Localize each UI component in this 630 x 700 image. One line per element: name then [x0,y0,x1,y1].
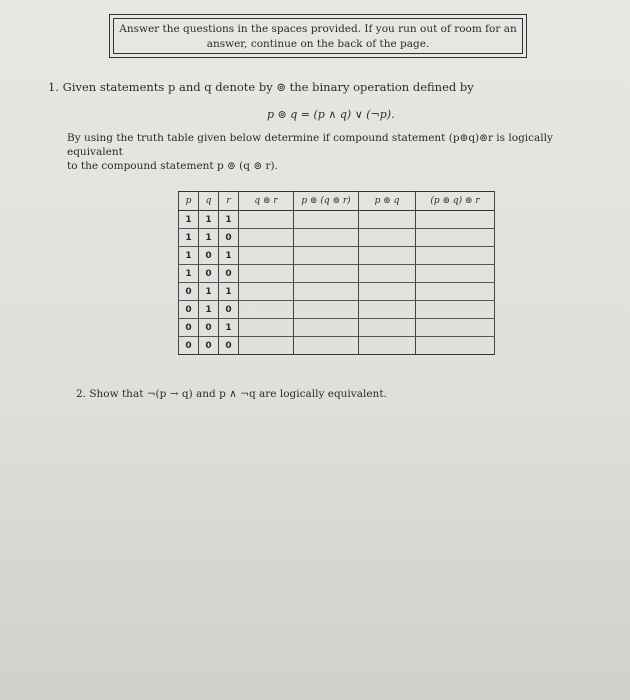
cell-r: 1 [219,211,239,229]
cell-r: 0 [219,337,239,355]
question-2: 2. Show that ¬(p → q) and p ∧ ¬q are logically equivalent. [76,388,387,400]
operation-definition-formula: p ⊚ q = (p ∧ q) ∨ (¬p). [267,108,395,121]
cell-p-op-q-op-r-grouped[interactable] [416,247,495,265]
header-r: r [219,192,239,211]
cell-p-op-q-op-r[interactable] [294,211,359,229]
cell-q: 1 [199,211,219,229]
cell-p: 0 [179,319,199,337]
question-1-heading: 1. Given statements p and q denote by ⊚ the binary operation defined by [48,80,474,94]
cell-p-op-q-op-r[interactable] [294,301,359,319]
header-p-op-q-op-r: p ⊚ (q ⊚ r) [294,192,359,211]
cell-q: 1 [199,283,219,301]
cell-q: 0 [199,319,219,337]
truth-table-row [179,319,495,337]
cell-r: 0 [219,229,239,247]
cell-q-op-r[interactable] [239,337,294,355]
header-q: q [199,192,219,211]
question-1-body-line-1: By using the truth table given below determine if compound statement (p⊚q)⊚r is logically equivalent [67,132,553,158]
question-1-body [67,131,587,173]
cell-p-op-q-op-r-grouped[interactable] [416,283,495,301]
cell-p: 1 [179,211,199,229]
truth-table-row [179,229,495,247]
cell-q: 0 [199,337,219,355]
truth-table-row [179,211,495,229]
cell-p-op-q-op-r-grouped[interactable] [416,265,495,283]
cell-q-op-r[interactable] [239,319,294,337]
cell-p: 0 [179,283,199,301]
header-p-op-q: p ⊚ q [359,192,416,211]
cell-p-op-q[interactable] [359,283,416,301]
truth-table-row [179,301,495,319]
cell-p-op-q[interactable] [359,211,416,229]
cell-r: 1 [219,247,239,265]
cell-r: 0 [219,301,239,319]
cell-p-op-q-op-r-grouped[interactable] [416,211,495,229]
cell-q: 0 [199,247,219,265]
instructions-inner-box [113,18,523,54]
cell-q-op-r[interactable] [239,301,294,319]
cell-r: 1 [219,283,239,301]
cell-p-op-q[interactable] [359,301,416,319]
truth-table [178,191,495,355]
cell-p-op-q[interactable] [359,337,416,355]
header-p-op-q-op-r-grouped: (p ⊚ q) ⊚ r [416,192,495,211]
truth-table-body [179,211,495,355]
cell-p-op-q-op-r-grouped[interactable] [416,337,495,355]
cell-p-op-q-op-r[interactable] [294,265,359,283]
cell-q-op-r[interactable] [239,283,294,301]
cell-q: 1 [199,301,219,319]
cell-p-op-q-op-r-grouped[interactable] [416,301,495,319]
cell-p: 1 [179,265,199,283]
cell-p: 1 [179,229,199,247]
header-p: p [179,192,199,211]
cell-p-op-q-op-r[interactable] [294,337,359,355]
cell-p-op-q-op-r[interactable] [294,283,359,301]
header-q-op-r: q ⊚ r [239,192,294,211]
instructions-line-1: Answer the questions in the spaces provided. If you run out of room for an [119,23,517,35]
cell-p-op-q[interactable] [359,247,416,265]
truth-table-row [179,265,495,283]
cell-p-op-q[interactable] [359,265,416,283]
cell-p-op-q-op-r[interactable] [294,319,359,337]
cell-q-op-r[interactable] [239,247,294,265]
cell-r: 1 [219,319,239,337]
cell-p-op-q-op-r[interactable] [294,229,359,247]
cell-p: 0 [179,337,199,355]
cell-p-op-q-op-r-grouped[interactable] [416,229,495,247]
instructions-line-2: answer, continue on the back of the page. [206,38,430,50]
cell-q: 0 [199,265,219,283]
instructions-box [109,14,527,58]
cell-q-op-r[interactable] [239,211,294,229]
truth-table-header-row [179,192,495,211]
cell-q-op-r[interactable] [239,265,294,283]
cell-q: 1 [199,229,219,247]
cell-p-op-q[interactable] [359,229,416,247]
cell-r: 0 [219,265,239,283]
question-1-body-line-2: to the compound statement p ⊚ (q ⊚ r). [67,160,278,172]
truth-table-row [179,283,495,301]
cell-p-op-q-op-r-grouped[interactable] [416,319,495,337]
truth-table-row [179,247,495,265]
cell-p: 1 [179,247,199,265]
cell-p-op-q[interactable] [359,319,416,337]
cell-q-op-r[interactable] [239,229,294,247]
cell-p: 0 [179,301,199,319]
truth-table-row [179,337,495,355]
cell-p-op-q-op-r[interactable] [294,247,359,265]
